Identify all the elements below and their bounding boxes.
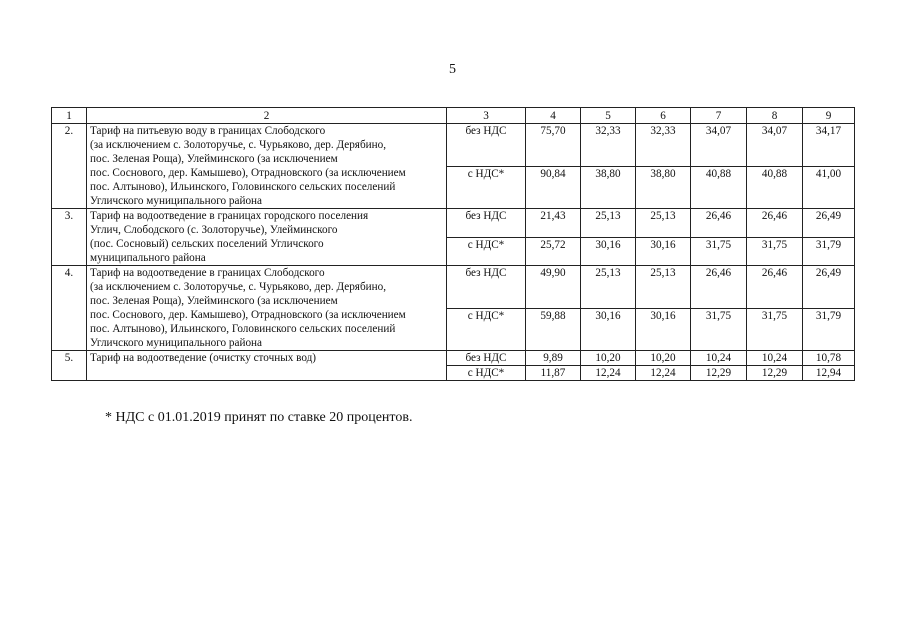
table-row — [52, 124, 855, 167]
page-number: 5 — [449, 62, 456, 77]
value-cell: 12,24 — [581, 366, 636, 381]
header-cell: 8 — [747, 108, 803, 124]
vat-label: с НДС* — [447, 166, 526, 209]
value-cell: 25,72 — [526, 237, 581, 266]
vat-label: с НДС* — [447, 366, 526, 381]
value-cell: 38,80 — [636, 166, 691, 209]
value-cell: 11,87 — [526, 366, 581, 381]
vat-label: с НДС* — [447, 308, 526, 351]
value-cell: 21,43 — [526, 209, 581, 238]
row-description: Тариф на водоотведение в границах Слободского (за исключением с. Золоторучье, с. Чурьяково, дер. Дерябино, пос. Зеленая Роща), Улейминского (за исключением — [87, 266, 447, 309]
header-cell: 2 — [87, 108, 447, 124]
table-row — [52, 266, 855, 309]
header-cell: 1 — [52, 108, 87, 124]
value-cell: 49,90 — [526, 266, 581, 309]
value-cell: 40,88 — [691, 166, 747, 209]
value-cell: 25,13 — [581, 209, 636, 238]
vat-footnote: * НДС с 01.01.2019 принят по ставке 20 процентов. — [105, 410, 413, 425]
value-cell: 31,79 — [803, 308, 855, 351]
header-cell: 9 — [803, 108, 855, 124]
value-cell: 38,80 — [581, 166, 636, 209]
table-row — [52, 166, 855, 209]
row-description: Тариф на водоотведение в границах городского поселения Углич, Слободского (с. Золоторучье), Улейминского — [87, 209, 447, 238]
value-cell: 30,16 — [581, 308, 636, 351]
vat-label: без НДС — [447, 124, 526, 167]
value-cell: 25,13 — [636, 266, 691, 309]
value-cell: 12,29 — [691, 366, 747, 381]
vat-label: с НДС* — [447, 237, 526, 266]
row-number: 2. — [52, 124, 87, 209]
value-cell: 34,07 — [747, 124, 803, 167]
value-cell: 12,29 — [747, 366, 803, 381]
row-description: пос. Соснового, дер. Камышево), Отрадновского (за исключением пос. Алтыново), Ильинского, Головинского сельских поселений Угличского муниципального района — [87, 166, 447, 209]
value-cell: 10,20 — [581, 351, 636, 366]
value-cell: 32,33 — [581, 124, 636, 167]
value-cell: 31,75 — [747, 237, 803, 266]
row-number: 4. — [52, 266, 87, 351]
table-row — [52, 308, 855, 351]
header-cell: 6 — [636, 108, 691, 124]
value-cell: 34,17 — [803, 124, 855, 167]
vat-label: без НДС — [447, 351, 526, 366]
value-cell: 75,70 — [526, 124, 581, 167]
header-cell: 4 — [526, 108, 581, 124]
table-header-row — [52, 108, 855, 124]
value-cell: 10,24 — [747, 351, 803, 366]
value-cell: 10,24 — [691, 351, 747, 366]
tariff-table — [51, 107, 855, 381]
row-description: Тариф на питьевую воду в границах Слободского (за исключением с. Золоторучье, с. Чурьяково, дер. Дерябино, пос. Зеленая Роща), Улейминского (за исключением — [87, 124, 447, 167]
value-cell: 26,49 — [803, 266, 855, 309]
value-cell: 9,89 — [526, 351, 581, 366]
value-cell: 31,75 — [691, 308, 747, 351]
value-cell: 26,49 — [803, 209, 855, 238]
value-cell: 31,79 — [803, 237, 855, 266]
value-cell: 40,88 — [747, 166, 803, 209]
value-cell: 31,75 — [691, 237, 747, 266]
row-description: Тариф на водоотведение (очистку сточных вод) — [87, 351, 447, 381]
header-cell: 7 — [691, 108, 747, 124]
value-cell: 26,46 — [691, 266, 747, 309]
header-cell: 5 — [581, 108, 636, 124]
row-number: 5. — [52, 351, 87, 381]
value-cell: 10,78 — [803, 351, 855, 366]
value-cell: 12,24 — [636, 366, 691, 381]
value-cell: 41,00 — [803, 166, 855, 209]
value-cell: 32,33 — [636, 124, 691, 167]
value-cell: 34,07 — [691, 124, 747, 167]
row-description: пос. Соснового, дер. Камышево), Отрадновского (за исключением пос. Алтыново), Ильинского, Головинского сельских поселений Угличского муниципального района — [87, 308, 447, 351]
row-number: 3. — [52, 209, 87, 266]
value-cell: 26,46 — [691, 209, 747, 238]
table-row — [52, 209, 855, 238]
value-cell: 25,13 — [636, 209, 691, 238]
value-cell: 31,75 — [747, 308, 803, 351]
table-row — [52, 351, 855, 366]
value-cell: 12,94 — [803, 366, 855, 381]
value-cell: 10,20 — [636, 351, 691, 366]
value-cell: 30,16 — [636, 308, 691, 351]
table-row — [52, 237, 855, 266]
value-cell: 26,46 — [747, 209, 803, 238]
value-cell: 25,13 — [581, 266, 636, 309]
value-cell: 59,88 — [526, 308, 581, 351]
value-cell: 30,16 — [581, 237, 636, 266]
header-cell: 3 — [447, 108, 526, 124]
value-cell: 90,84 — [526, 166, 581, 209]
row-description: (пос. Сосновый) сельских поселений Угличского муниципального района — [87, 237, 447, 266]
vat-label: без НДС — [447, 266, 526, 309]
vat-label: без НДС — [447, 209, 526, 238]
value-cell: 26,46 — [747, 266, 803, 309]
value-cell: 30,16 — [636, 237, 691, 266]
